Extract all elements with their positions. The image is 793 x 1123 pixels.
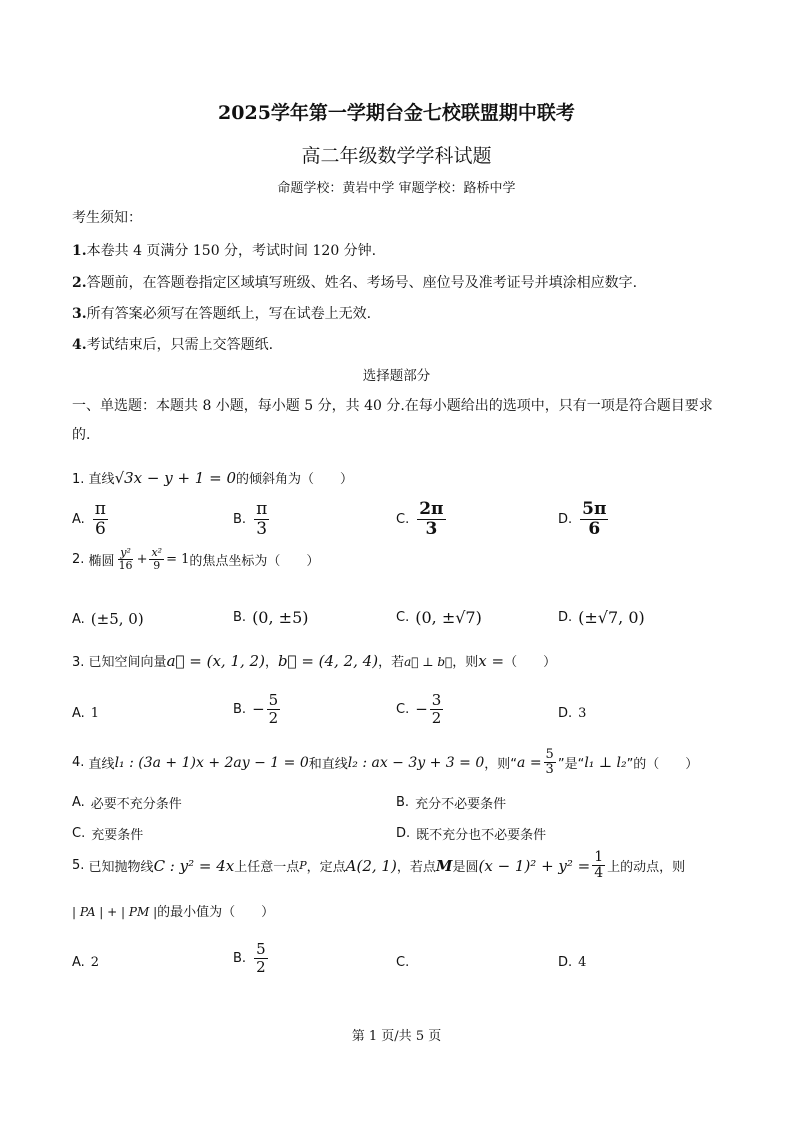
parabola-c: C : y² = 4x xyxy=(153,856,235,875)
question-4: 4. 直线 l₁ : (3a + 1)x + 2ay − 1 = 0 和直线 l₂ : ax − 3y + 3 = 0 ，则“ a = $\frac{5}{3}$ ”是“ l₁ ⊥ l₂ ”的（ ） xyxy=(72,747,699,778)
vector-b: b⃗ = (4, 2, 4) xyxy=(277,652,379,670)
q1-option-d[interactable]: D. $\frac{5\pi}{6}$ xyxy=(558,499,607,539)
q2-option-b[interactable]: B. (0, ±5) xyxy=(233,608,309,627)
q2-option-a[interactable]: A. (±5, 0) xyxy=(72,610,144,628)
note-item-2: 2.答题前，在答题卷指定区域填写班级、姓名、考场号、座位号及准考证号并填涂相应数字. xyxy=(72,275,638,291)
line-l1: l₁ : (3a + 1)x + 2ay − 1 = 0 xyxy=(114,754,309,771)
q5-option-d[interactable]: D. 4 xyxy=(558,955,587,970)
vector-a: a⃗ = (x, 1, 2) xyxy=(166,652,265,670)
question-1: 1. 直线√3x − y + 1 = 0的倾斜角为（ ） xyxy=(72,469,354,487)
q3-option-a[interactable]: A. 1 xyxy=(72,706,100,721)
question-2: 2. 椭圆 $\frac{\text{y²}}{16}$ + $\frac{\text{x²}}{9}$ = 1 的焦点坐标为（ ） xyxy=(72,546,320,573)
q2-option-c[interactable]: C. (0, ±√7) xyxy=(396,608,482,627)
q5-option-b[interactable]: B. $\frac{5}{2}$ xyxy=(233,940,266,976)
q3-option-c[interactable]: C. − $\frac{3}{2}$ xyxy=(396,691,442,727)
exam-subtitle: 高二年级数学学科试题 xyxy=(301,145,492,167)
q4-option-b[interactable]: B. 充分不必要条件 xyxy=(396,795,507,812)
line-l2: l₂ : ax − 3y + 3 = 0 xyxy=(347,754,485,771)
note-item-1: 1.本卷共 4 页满分 150 分，考试时间 120 分钟. xyxy=(72,243,377,259)
q4-option-d[interactable]: D. 既不充分也不必要条件 xyxy=(396,826,547,843)
note-item-3: 3.所有答案必须写在答题纸上，写在试卷上无效. xyxy=(72,306,372,322)
question-5: 5. 已知抛物线 C : y² = 4x 上任意一点 P ，定点 A(2, 1) ，若点 M 是圆 (x − 1)² + y² = $\frac{1}{4}$ 上的动点，则 xyxy=(72,849,686,882)
q2-option-d[interactable]: D. (±√7, 0) xyxy=(558,608,645,627)
school-info: 命题学校：黄岩中学 审题学校：路桥中学 xyxy=(277,181,516,196)
question-3: 3. 已知空间向量a⃗ = (x, 1, 2)，b⃗ = (4, 2, 4)，若a⃗ ⊥ b⃗，则x =（ ） xyxy=(72,652,557,670)
q4-option-a[interactable]: A. 必要不充分条件 xyxy=(72,795,182,812)
q5-option-a[interactable]: A. 2 xyxy=(72,955,100,970)
q3-option-d[interactable]: D. 3 xyxy=(558,706,587,721)
q5-option-c[interactable]: C. xyxy=(396,955,410,970)
q1-option-a[interactable]: A. $\frac{\pi}{6}$ xyxy=(72,499,106,539)
q3-option-b[interactable]: B. − $\frac{5}{2}$ xyxy=(233,691,279,727)
circle-equation: (x − 1)² + y² = xyxy=(478,856,591,875)
page-number: 第 1 页/共 5 页 xyxy=(351,1029,442,1044)
point-a: A(2, 1) xyxy=(345,856,397,875)
question-5-line-2: | PA | + | PM |的最小值为（ ） xyxy=(72,905,275,920)
exam-title: 2025学年第一学期台金七校联盟期中联考 xyxy=(218,102,575,124)
notes-heading: 考生须知： xyxy=(72,210,142,226)
section-intro: 一、单选题：本题共 8 小题，每小题 5 分，共 40 分.在每小题给出的选项中，只有一项是符合题目要求的. xyxy=(72,398,713,443)
q1-equation: √3x − y + 1 = 0 xyxy=(114,469,236,487)
note-item-4: 4.考试结束后，只需上交答题纸. xyxy=(72,337,274,353)
q1-option-b[interactable]: B. $\frac{\pi}{3}$ xyxy=(233,499,268,539)
q4-option-c[interactable]: C. 充要条件 xyxy=(72,826,144,843)
section-title: 选择题部分 xyxy=(362,368,431,384)
q1-option-c[interactable]: C. $\frac{2\pi}{3}$ xyxy=(396,499,444,539)
